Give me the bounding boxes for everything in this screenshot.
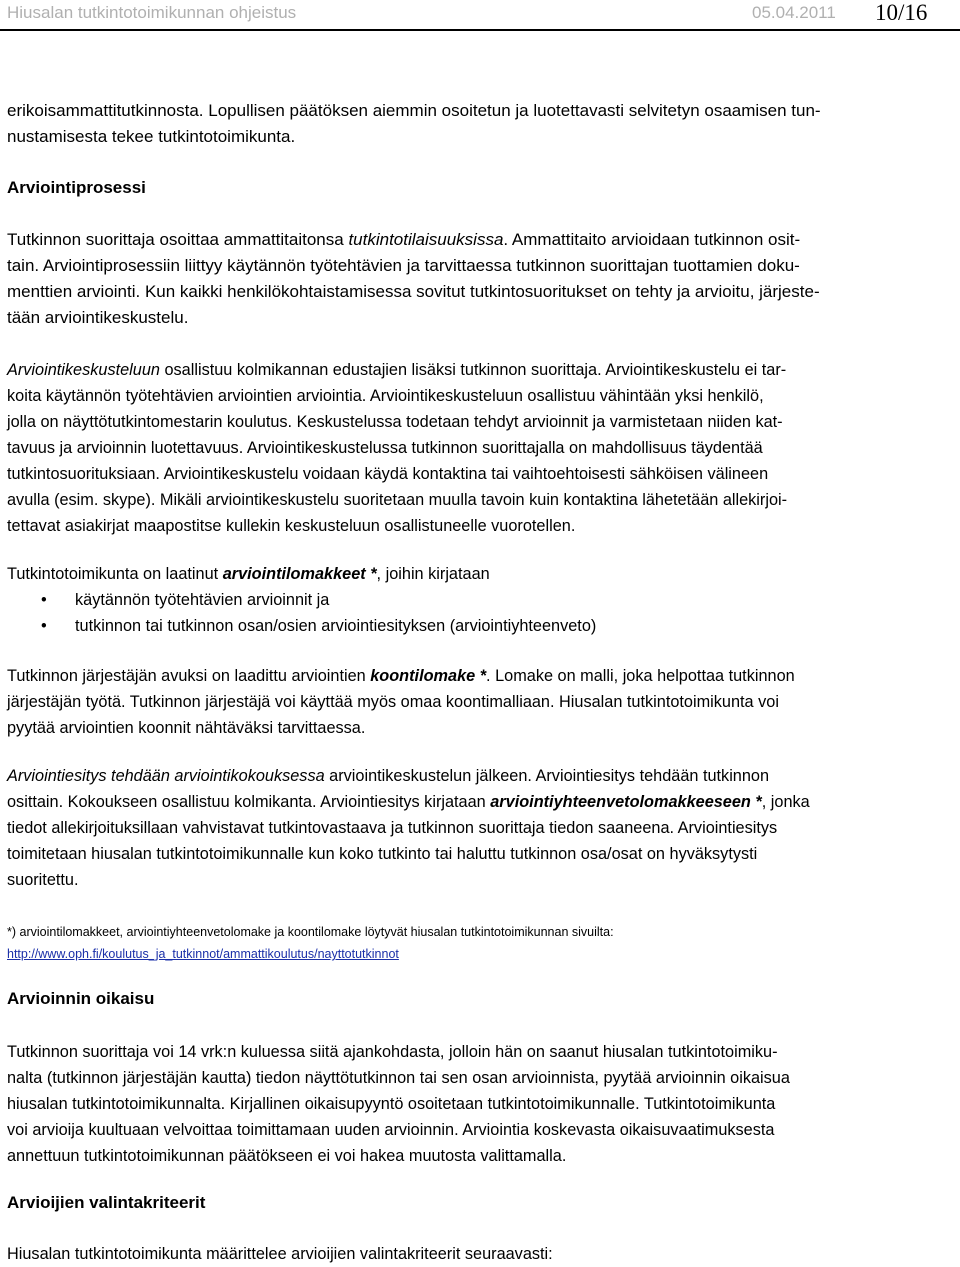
arviointiprosessi-line-4: tään arviointikeskustelu. [7, 308, 189, 327]
oikaisu-line-1: Tutkinnon suorittaja voi 14 vrk:n kuluessa siitä ajankohdasta, jolloin hän on saanut hiusalan tutkintotoimiku- [7, 1043, 778, 1061]
lomakkeet-line-1: Tutkintotoimikunta on laatinut arviointilomakkeet *, joihin kirjataan [7, 565, 490, 583]
esitys-line-5: suoritettu. [7, 871, 79, 889]
intro-line-2: nustamisesta tekee tutkintotoimikunta. [7, 127, 296, 146]
intro-line-1: erikoisammattitutkinnosta. Lopullisen päätöksen aiemmin osoitetun ja luotettavasti selvitetyn osaamisen tun- [7, 101, 821, 120]
esitys-paragraph [7, 763, 957, 893]
page-header [0, 0, 960, 30]
header-title: Hiusalan tutkintotoimikunnan ohjeistus [7, 3, 297, 22]
lomakkeet-bullet-list [7, 587, 957, 639]
esitys-line-2: osittain. Kokoukseen osallistuu kolmikanta. Arviointiesitys kirjataan arviointiyhteenvetolomakkeeseen *, jonka [7, 793, 810, 811]
footnote-link[interactable]: http://www.oph.fi/koulutus_ja_tutkinnot/ammattikoulutus/nayttotutkinnot [7, 947, 399, 961]
kriteerit-paragraph [7, 1241, 957, 1267]
oikaisu-paragraph [7, 1039, 957, 1169]
bullet-icon: • [41, 617, 47, 635]
keskustelu-line-1: Arviointikeskusteluun osallistuu kolmikannan edustajien lisäksi tutkinnon suorittaja. Arviointikeskustelu ei tar- [7, 361, 787, 379]
keskustelu-line-5: tutkintosuorituksiaan. Arviointikeskustelu voidaan käydä kontaktina tai vaihtoehtoisesti sähköisen välineen [7, 465, 769, 483]
oikaisu-line-3: hiusalan tutkintotoimikunnalta. Kirjallinen oikaisupyyntö osoitetaan tutkintotoimikunnalle. Tutkintotoimikunta [7, 1095, 776, 1113]
kriteerit-line-1: Hiusalan tutkintotoimikunta määrittelee arvioijien valintakriteerit seuraavasti: [7, 1245, 553, 1263]
oikaisu-line-5: annettuun tutkintotoimikunnan päätökseen ei voi hakea muutosta valittamalla. [7, 1147, 567, 1165]
header-divider [0, 29, 960, 31]
koonti-line-3: pyytää arviointien koonnit nähtäväksi tarvittaessa. [7, 719, 366, 737]
arviointiprosessi-line-1: Tutkinnon suorittaja osoittaa ammattitaitonsa tutkintotilaisuuksissa. Ammattitaito arvioidaan tutkinnon osit- [7, 230, 801, 249]
oikaisu-line-4: voi arvioija kuultuaan velvoittaa toimittamaan uuden arvioinnin. Arviointia koskevasta oikaisuvaatimuksesta [7, 1121, 775, 1139]
koonti-line-1: Tutkinnon järjestäjän avuksi on laadittu arviointien koontilomake *. Lomake on malli, joka helpottaa tutkinnon [7, 667, 795, 685]
footnote [7, 921, 957, 965]
list-item: • tutkinnon tai tutkinnon osan/osien arviointiesityksen (arviointiyhteenveto) [7, 613, 957, 639]
esitys-line-3: tiedot allekirjoituksillaan vahvistavat tutkintovastaava ja tutkinnon suorittaja tiedon saaneena. Arviointiesitys [7, 819, 778, 837]
arviointiprosessi-line-3: menttien arviointi. Kun kaikki henkilökohtaistamisessa sovitut tutkintosuoritukset on tehty ja arvioitu, järjeste- [7, 282, 820, 301]
bullet-icon: • [41, 591, 47, 609]
page-number: 10/16 [875, 0, 928, 25]
header-date: 05.04.2011 [752, 3, 836, 22]
koonti-paragraph [7, 663, 957, 741]
koonti-line-2: järjestäjän työtä. Tutkinnon järjestäjä voi käyttää myös omaa koontimalliaan. Hiusalan tutkintotoimikunta voi [7, 693, 779, 711]
heading-arviointiprosessi: Arviointiprosessi [7, 178, 146, 197]
heading-arvioinnin-oikaisu: Arvioinnin oikaisu [7, 989, 155, 1008]
keskustelu-line-2: koita käytännön työtehtävien arviointien arviointia. Arviointikeskusteluun osallistuu vähintään yksi henkilö, [7, 387, 764, 405]
keskustelu-line-4: tavuus ja arvioinnin luotettavuus. Arviointikeskustelussa tutkinnon suorittajalla on mahdollisuus täydentää [7, 439, 763, 457]
arviointiprosessi-line-2: tain. Arviointiprosessiin liittyy käytännön työtehtävien ja tarvittaessa tutkinnon suorittajan tuottamien doku- [7, 256, 800, 275]
footnote-text: *) arviointilomakkeet, arviointiyhteenvetolomake ja koontilomake löytyvät hiusalan tutkintotoimikunnan sivuilta: [7, 925, 614, 939]
keskustelu-line-6: avulla (esim. skype). Mikäli arviointikeskustelu suoritetaan muulla tavoin kuin kontaktina lähetetään allekirjoi- [7, 491, 788, 509]
lomakkeet-intro [7, 561, 957, 587]
oikaisu-line-2: nalta (tutkinnon järjestäjän kautta) tiedon näyttötutkinnon tai sen osan arvioinnista, pyytää arvioinnin oikaisua [7, 1069, 790, 1087]
esitys-line-4: toimitetaan hiusalan tutkintotoimikunnalle kun koko tutkinto tai haluttu tutkinnon osa/osat on hyväksytysti [7, 845, 758, 863]
list-item: • käytännön työtehtävien arvioinnit ja [7, 587, 957, 613]
esitys-line-1: Arviointiesitys tehdään arviointikokouksessa arviointikeskustelun jälkeen. Arviointiesitys tehdään tutkinnon [7, 767, 770, 785]
keskustelu-line-3: jolla on näyttötutkintomestarin koulutus. Keskustelussa todetaan tehdyt arvioinnit ja varmistetaan niiden kat- [7, 413, 783, 431]
keskustelu-line-7: tettavat asiakirjat maapostitse kullekin keskusteluun osallistuneelle vuorotellen. [7, 517, 576, 535]
arviointiprosessi-paragraph [7, 227, 957, 331]
intro-paragraph [7, 98, 957, 150]
keskustelu-paragraph [7, 357, 957, 539]
heading-arvioijien-valintakriteerit: Arvioijien valintakriteerit [7, 1193, 206, 1212]
